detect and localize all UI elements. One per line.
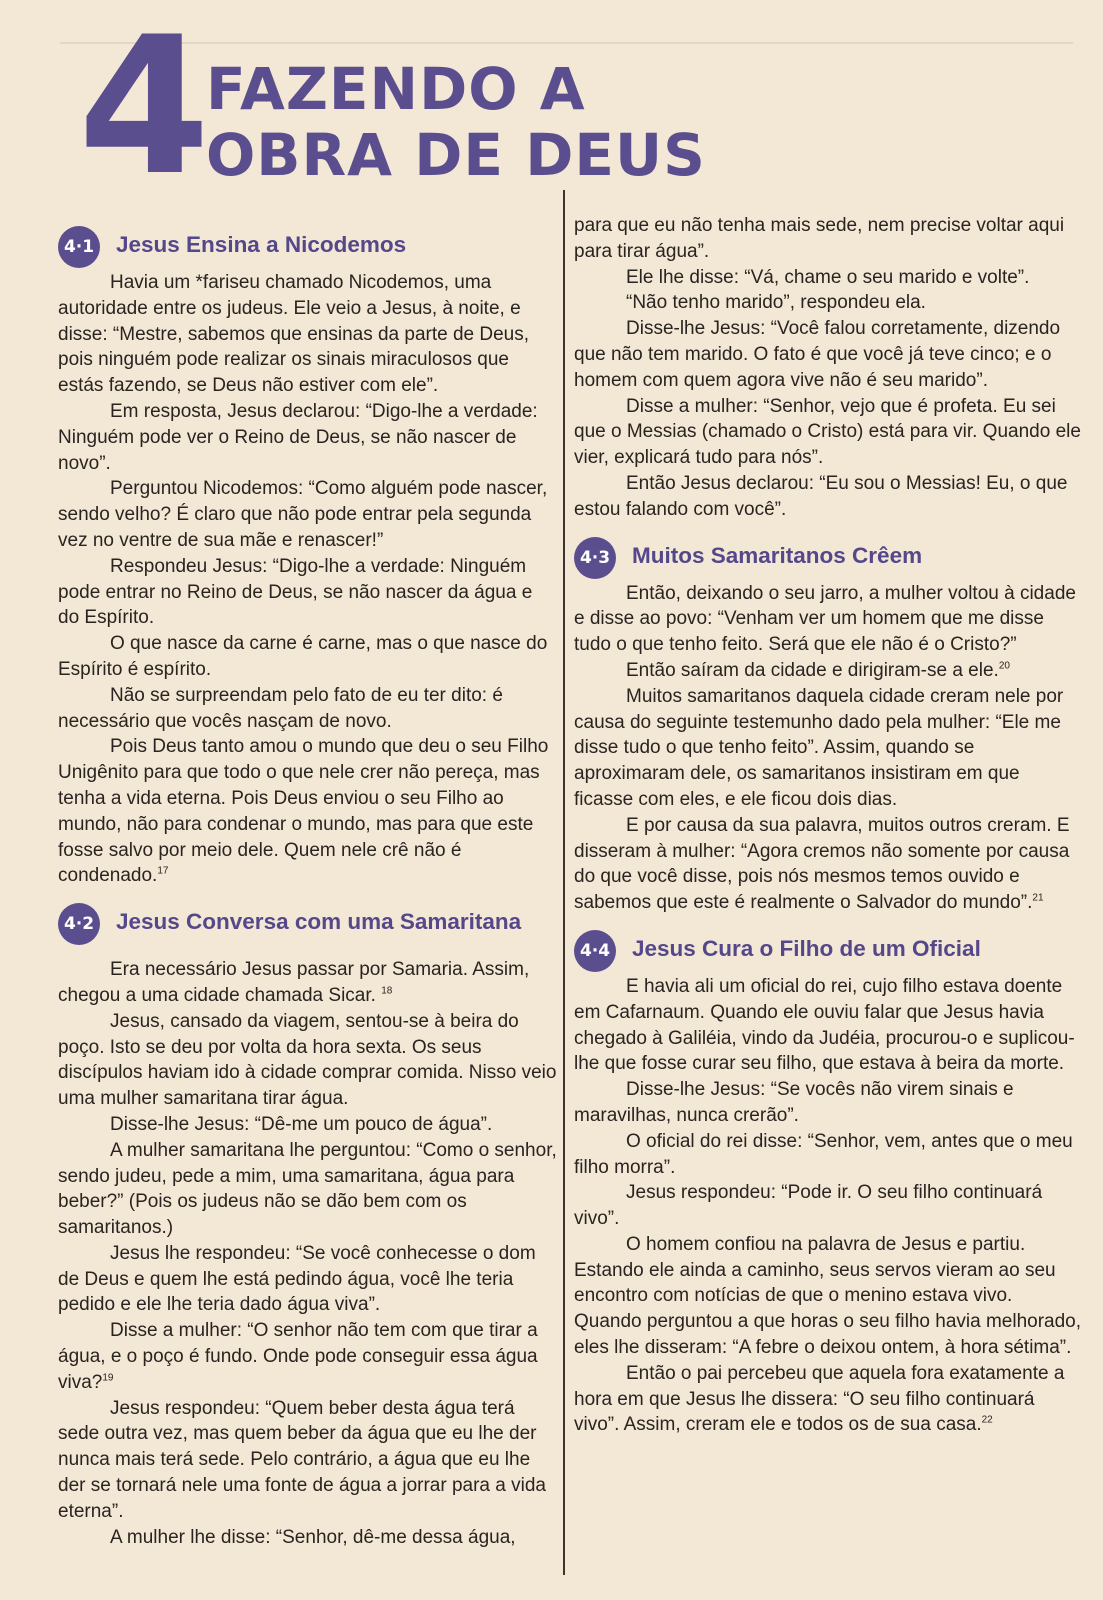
section-heading-4-2 (58, 903, 558, 945)
paragraph: “Não tenho marido”, respondeu ela. (626, 292, 926, 314)
paragraph: Em resposta, Jesus declarou: “Digo-lhe a verdade: Ninguém pode ver o Reino de Deus, se não nascer de novo”. (58, 400, 538, 474)
paragraph (58, 734, 558, 889)
section-badge: 4·4 (574, 930, 616, 972)
chapter-title-line-1: FAZENDO A (206, 55, 586, 123)
paragraph-text: Era necessário Jesus passar por Samaria. Assim, chegou a uma cidade chamada Sicar. (58, 959, 530, 1006)
paragraph: Disse-lhe Jesus: “Dê-me um pouco de água”. (110, 1113, 493, 1135)
paragraph-text: E por causa da sua palavra, muitos outros creram. E disseram à mulher: “Agora cremos não somente por causa do que você disse, pois nós mesmos temos ouvido e sabemos que este é realmente o Salvador do mundo”. (574, 814, 1070, 914)
paragraph-text: Então saíram da cidade e dirigiram-se a ele. (626, 659, 999, 681)
section-title: Jesus Ensina a Nicodemos (116, 232, 407, 257)
paragraph: Respondeu Jesus: “Digo-lhe a verdade: Ninguém pode entrar no Reino de Deus, se não nascer da água e do Espírito. (58, 555, 533, 629)
paragraph: Disse-lhe Jesus: “Você falou corretamente, dizendo que não tem marido. O fato é que você já teve cinco; e o homem com quem agora vive não é seu marido”. (574, 318, 1061, 391)
section-heading-4-1 (58, 226, 558, 268)
paragraph: Disse a mulher: “Senhor, vejo que é profeta. Eu sei que o Messias (chamado o Cristo) está para vir. Quando ele vier, explicará tudo para nós”. (574, 395, 1081, 469)
paragraph: Não se surpreendam pelo fato de eu ter dito: é necessário que vocês nasçam de novo. (58, 684, 503, 732)
section-badge: 4·2 (58, 903, 100, 945)
header-rule (60, 42, 1073, 44)
section-heading-4-3 (574, 537, 1084, 579)
paragraph: Então, deixando o seu jarro, a mulher voltou à cidade e disse ao povo: “Venham ver um homem que me disse tudo o que tenho feito. Será que ele não é o Cristo?” (574, 582, 1076, 656)
paragraph: Muitos samaritanos daquela cidade creram nele por causa do seguinte testemunho dado pela mulher: “Ele me disse tudo o que tenho feito”. Assim, quando se aproximaram dele, os samaritanos insistiram em que ficasse com eles, e ele ficou dois dias. (574, 685, 1064, 810)
paragraph: A mulher samaritana lhe perguntou: “Como o senhor, sendo judeu, pede a mim, uma samaritana, água para beber?” (Pois os judeus não se dão bem com os samaritanos.) (58, 1139, 557, 1239)
paragraph: Disse-lhe Jesus: “Se vocês não virem sinais e maravilhas, nunca crerão”. (574, 1079, 1014, 1126)
chapter-title (206, 56, 706, 188)
footnote-marker: 17 (157, 866, 169, 877)
section-heading-4-4 (574, 930, 1084, 972)
column-divider (563, 190, 565, 1575)
section-title: Jesus Conversa com uma Samaritana (116, 909, 522, 935)
paragraph: Jesus lhe respondeu: “Se você conhecesse o dom de Deus e quem lhe está pedindo água, você lhe teria pedido e ele lhe teria dado água viva”. (58, 1242, 536, 1316)
paragraph: E havia ali um oficial do rei, cujo filho estava doente em Cafarnaum. Quando ele ouviu falar que Jesus havia chegado à Galiléia, vindo da Judéia, procurou-o e suplicou-lhe que fosse curar seu filho, que estava à beira da morte. (574, 975, 1075, 1075)
section-title: Jesus Cura o Filho de um Oficial (632, 935, 981, 961)
paragraph: Jesus, cansado da viagem, sentou-se à beira do poço. Isto se deu por volta da hora sexta. Os seus discípulos haviam ido à cidade comprar comida. Nisso veio uma mulher samaritana tirar água. (58, 1010, 557, 1110)
paragraph: Perguntou Nicodemos: “Como alguém pode nascer, sendo velho? É claro que não pode entrar pela segunda vez no ventre de sua mãe e renascer!” (58, 478, 548, 551)
paragraph (58, 957, 558, 1009)
footnote-marker: 18 (381, 985, 393, 997)
footnote-marker: 20 (998, 660, 1010, 672)
paragraph: Jesus respondeu: “Pode ir. O seu filho continuará vivo”. (574, 1182, 1043, 1230)
paragraph (574, 658, 1084, 684)
paragraph: O homem confiou na palavra de Jesus e partiu. Estando ele ainda a caminho, seus servos vieram ao seu encontro com notícias de que o menino estava vivo. Quando perguntou a que horas o seu filho havia melhorado, eles lhe disseram: “A febre o deixou ontem, à hora sétima”. (574, 1233, 1082, 1359)
section-badge: 4·1 (58, 226, 100, 268)
paragraph: Jesus respondeu: “Quem beber desta água terá sede outra vez, mas quem beber da água que eu lhe der nunca mais terá sede. Pelo contrário, a água que eu lhe der se tornará nele uma fonte de água a jorrar para a vida eterna”. (58, 1397, 546, 1522)
paragraph (58, 1318, 558, 1395)
paragraph-text: Então o pai percebeu que aquela fora exatamente a hora em que Jesus lhe dissera: “O seu filho continuará vivo”. Assim, creram ele e todos os de sua casa. (574, 1362, 1065, 1436)
left-column (58, 222, 558, 1550)
footnote-marker: 21 (1032, 892, 1044, 904)
paragraph-text: Disse a mulher: “O senhor não tem com que tirar a água, e o poço é fundo. Onde pode conseguir essa água viva? (58, 1320, 538, 1393)
right-column (574, 213, 1084, 1438)
paragraph: O oficial do rei disse: “Senhor, vem, antes que o meu filho morra”. (574, 1130, 1073, 1178)
section-title: Muitos Samaritanos Crêem (632, 542, 923, 568)
paragraph-continued: para que eu não tenha mais sede, nem precise voltar aqui para tirar água”. (574, 215, 1065, 262)
paragraph-text: Pois Deus tanto amou o mundo que deu o seu Filho Unigênito para que todo o que nele crer não pereça, mas tenha a vida eterna. Pois Deus enviou o seu Filho ao mundo, não para condenar o mundo, mas para que este fosse salvo por meio dele. Quem nele crê não é condenado. (58, 736, 549, 887)
paragraph: Havia um *fariseu chamado Nicodemos, uma autoridade entre os judeus. Ele veio a Jesus, à noite, e disse: “Mestre, sabemos que ensinas da parte de Deus, pois ninguém pode realizar os sinais miraculosos que estás fazendo, se Deus não estiver com ele”. (58, 272, 530, 397)
footnote-marker: 22 (981, 1415, 993, 1427)
chapter-number: 4 (78, 0, 207, 217)
paragraph (574, 1361, 1084, 1438)
paragraph (574, 813, 1084, 916)
paragraph: Então Jesus declarou: “Eu sou o Messias! Eu, o que estou falando com você”. (574, 472, 1068, 520)
footnote-marker: 19 (102, 1372, 114, 1384)
paragraph: Ele lhe disse: “Vá, chame o seu marido e volte”. (626, 266, 1030, 288)
paragraph: O que nasce da carne é carne, mas o que nasce do Espírito é espírito. (58, 633, 548, 680)
paragraph: A mulher lhe disse: “Senhor, dê-me dessa água, (110, 1526, 516, 1548)
chapter-title-line-2: OBRA DE DEUS (206, 121, 706, 189)
section-badge: 4·3 (574, 537, 616, 579)
